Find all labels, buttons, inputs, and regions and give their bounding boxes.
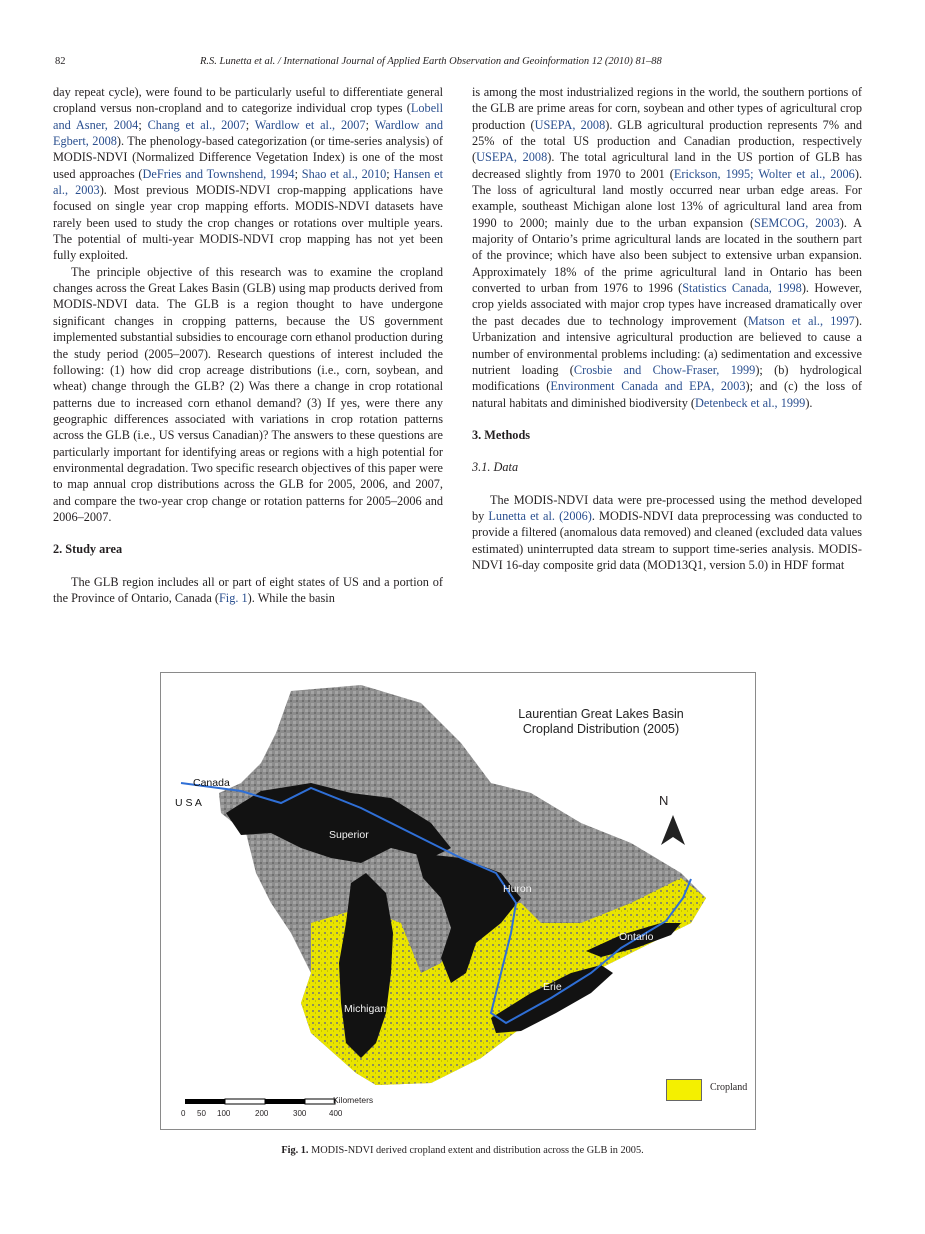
- scale-tick: 200: [255, 1109, 269, 1118]
- text-run: ). The total agricultural land in the US portion of GLB has decreased slightly from 1970 to 2001 (: [472, 150, 862, 181]
- label-superior: Superior: [329, 829, 369, 841]
- running-head: R.S. Lunetta et al. / International Journal of Applied Earth Observation and Geoinformation 12 (2010) 81–88: [200, 56, 662, 67]
- text-run: ). The loss of agricultural land mostly occurred near urban edge areas. For example, southeast Michigan alone lost 13% of agricultural land area from 1990 to 2000; mainly due to the urban expansion (: [472, 166, 863, 230]
- scale-tick: 100: [217, 1109, 231, 1118]
- map-title: [491, 707, 711, 737]
- section-heading-study-area: 2. Study area: [53, 542, 123, 557]
- subsection-heading-data: 3.1. Data: [472, 460, 519, 475]
- label-michigan: Michigan: [344, 1003, 387, 1015]
- text-run: The GLB region includes all or part of eight states of US and a portion of the Province of Ontario, Canada (: [53, 574, 443, 605]
- scale-tick: 300: [293, 1109, 307, 1118]
- map-title-line-2: Cropland Distribution (2005): [522, 722, 680, 736]
- text-run: day repeat cycle), were found to be particularly useful to differentiate general cropland versus non-cropland and to categorize individual crop types (: [53, 85, 443, 116]
- scale-tick: 50: [197, 1109, 206, 1118]
- text-run: ); and (c) the loss of natural habitats and diminished biodiversity (: [472, 379, 863, 410]
- text-run: is among the most industrialized regions in the world, the southern portions of the GLB are prime areas for corn, soybean and other types of agricultural crop production (: [472, 85, 862, 132]
- text-run: ;: [245, 117, 255, 132]
- citation-link[interactable]: Chang et al., 2007: [147, 117, 246, 132]
- text-run: The principle objective of this research was to examine the cropland changes across the Great Lakes Basin (GLB) using map products derived from MODIS-NDVI data. The GLB is a region thought to have undergone significant changes in cropping patterns, because the US government implemented substantial subsidies to encourage corn ethanol production during the study period (2005–2007). Research questions of interest included the following: (1) how did crop acreage distributions (i.e., corn, soybean, and wheat) change through the GLB? (2) Was there a change in crop rotational patterns due to increased corn ethanol demand? (3) If yes, were there any geographic differences associated with variations in crop rotation patterns across the GLB (i.e., US versus Canadian)? The answers to these questions are particularly important for identifying areas or regions with a high potential for environmental degradation. Two specific research objectives of this paper were to map annual crop distributions across the GLB for 2005, 2006, and 2007, and compare the two-year crop change or rotation patterns for 2005–2006 and 2006–2007.: [53, 264, 443, 524]
- text-run: ). GLB agricultural production represents 7% and 25% of the total US production and Canadian production, respectively (: [472, 117, 862, 165]
- figure-caption: [0, 1145, 925, 1156]
- label-erie: Erie: [543, 981, 562, 993]
- citation-link[interactable]: Wardlow and Egbert, 2008: [53, 117, 443, 149]
- text-run: ;: [365, 117, 375, 132]
- citation-link[interactable]: Erickson, 1995; Wolter et al., 2006: [673, 166, 855, 181]
- citation-link[interactable]: USEPA, 2008: [534, 117, 606, 132]
- caption-label: Fig. 1.: [281, 1145, 309, 1156]
- citation-link[interactable]: Lunetta et al. (2006): [488, 508, 592, 523]
- north-label: N: [659, 793, 669, 808]
- label-canada: Canada: [193, 777, 230, 789]
- citation-link[interactable]: Environment Canada and EPA, 2003: [550, 379, 746, 394]
- great-lakes-map: [161, 673, 755, 1129]
- citation-link[interactable]: Shao et al., 2010: [301, 166, 387, 181]
- text-run: The MODIS-NDVI data were pre-processed using the method developed by: [472, 492, 862, 523]
- citation-link[interactable]: Matson et al., 1997: [747, 313, 855, 328]
- figure-map: [160, 672, 756, 1130]
- text-run: ). Most previous MODIS-NDVI crop-mapping applications have focused on single year crop mapping efforts. MODIS-NDVI datasets have rarely been used to study the crop changes or rotations over multiple years. The potential of multi-year MODIS-NDVI crop mapping has not yet been fully exploited.: [53, 183, 443, 263]
- text-run: ). While the basin: [247, 590, 335, 605]
- text-run: ;: [386, 166, 394, 181]
- text-run: ). However, crop yields associated with major crop types have increased dramatically over the past decades due to technology improvement (: [472, 281, 862, 328]
- paragraph: [53, 574, 443, 607]
- citation-link[interactable]: SEMCOG, 2003: [754, 215, 840, 230]
- section-heading-methods: 3. Methods: [472, 427, 531, 442]
- paragraph: [53, 84, 443, 264]
- caption-text: MODIS-NDVI derived cropland extent and distribution across the GLB in 2005.: [311, 1145, 644, 1156]
- right-column: [472, 84, 862, 573]
- citation-link[interactable]: DeFries and Townshend, 1994: [142, 166, 295, 181]
- citation-link[interactable]: Hansen et al., 2003: [53, 166, 444, 198]
- citation-link[interactable]: Lobell and Asner, 2004: [53, 101, 443, 132]
- map-title-line-1: Laurentian Great Lakes Basin: [518, 707, 684, 721]
- text-run: ). The phenology-based categorization (or time-series analysis) of MODIS-NDVI (Normalized Difference Vegetation Index) is one of the most used approaches (: [53, 134, 443, 181]
- citation-link[interactable]: Wardlow et al., 2007: [254, 117, 366, 132]
- scale-tick: 0: [181, 1109, 186, 1118]
- paragraph: [472, 492, 862, 574]
- legend-label: Cropland: [710, 1082, 748, 1093]
- citation-link[interactable]: Fig. 1: [218, 590, 248, 605]
- scale-tick: 400: [329, 1109, 343, 1118]
- citation-link[interactable]: Crosbie and Chow-Fraser, 1999: [573, 362, 756, 377]
- label-usa: U S A: [175, 797, 202, 809]
- paragraph: [53, 264, 443, 526]
- paragraph: [472, 84, 862, 411]
- citation-link[interactable]: Detenbeck et al., 1999: [695, 395, 806, 410]
- label-ontario: Ontario: [619, 931, 654, 943]
- north-arrow: [661, 815, 685, 845]
- text-run: ;: [294, 166, 302, 181]
- citation-link[interactable]: Statistics Canada, 1998: [682, 281, 802, 296]
- label-huron: Huron: [503, 883, 532, 895]
- left-column: [53, 84, 443, 606]
- text-run: . MODIS-NDVI data preprocessing was conducted to provide a filtered (anomalous data removed) and cleaned (excluded data values estimated) uninterrupted data stream to support time-series analysis. MODIS-NDVI 16-day composite grid data (MOD13Q1, version 5.0) in HDF format: [472, 508, 862, 572]
- text-run: ). Urbanization and intensive agricultural production are believed to cause a number of environmental problems including: (a) sedimentation and excessive nutrient loading (: [472, 313, 863, 377]
- text-run: ); (b) hydrological modifications (: [472, 362, 862, 394]
- page-number: 82: [55, 56, 66, 67]
- scale-unit-label: Kilometers: [333, 1095, 374, 1105]
- legend-swatch-cropland: [666, 1079, 702, 1101]
- citation-link[interactable]: USEPA, 2008: [476, 150, 548, 165]
- text-run: ;: [138, 117, 148, 132]
- text-run: ). A majority of Ontario’s prime agricultural lands are located in the southern part of the province; which have also been subject to extensive urban expansion. Approximately 18% of the prime agricultural land in Ontario has been converted to urban from 1976 to 1996 (: [472, 215, 862, 296]
- text-run: ).: [805, 395, 813, 410]
